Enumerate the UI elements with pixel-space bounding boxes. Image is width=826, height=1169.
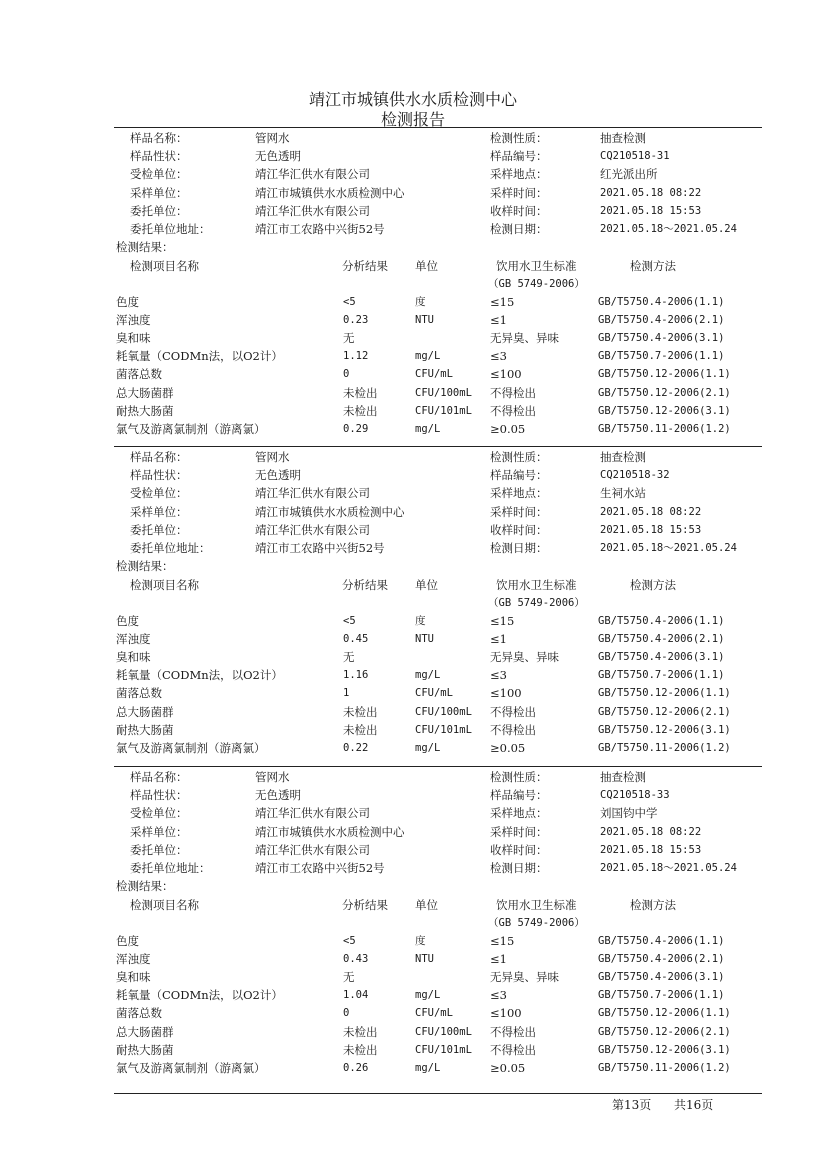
item-name: 总大肠菌群 — [116, 385, 174, 400]
receive-time-label: 收样时间： — [490, 522, 548, 537]
item-unit: mg/L — [415, 350, 441, 363]
item-result: <5 — [343, 296, 356, 308]
item-limit: 不得检出 — [490, 1042, 536, 1057]
item-result: 1.04 — [343, 989, 369, 1002]
client-unit-label: 委托单位： — [130, 842, 188, 857]
test-nature-label: 检测性质： — [490, 770, 548, 784]
item-name: 浑浊度 — [116, 313, 151, 328]
client-address-label: 委托单位地址： — [130, 861, 211, 875]
item-limit: ≥0.05 — [490, 421, 526, 436]
item-method: GB/T5750.11-2006(1.2) — [598, 741, 731, 754]
column-header-standard: 饮用水卫生标准 — [496, 259, 577, 273]
item-result: 0.26 — [343, 1061, 369, 1074]
item-unit: mg/L — [415, 1061, 441, 1074]
item-method: GB/T5750.4-2006(3.1) — [598, 971, 725, 984]
item-result: 1 — [343, 687, 350, 700]
item-unit: 度 — [415, 615, 426, 627]
results-label: 检测结果： — [116, 879, 174, 893]
item-limit: ≤1 — [490, 952, 507, 967]
item-unit: CFU/101mL — [415, 723, 472, 736]
item-unit: NTU — [415, 314, 434, 327]
item-limit: ≤100 — [490, 367, 522, 382]
item-method: GB/T5750.4-2006(1.1) — [598, 935, 725, 947]
test-date-value: 2021.05.18～2021.05.24 — [600, 542, 737, 554]
test-nature-value: 抽查检测 — [600, 131, 646, 145]
sampling-unit-label: 采样单位： — [130, 824, 188, 839]
item-result: 未检出 — [343, 1024, 378, 1039]
client-unit-label: 委托单位： — [130, 203, 188, 218]
sampling-time-value: 2021.05.18 08:22 — [600, 505, 702, 518]
item-method: GB/T5750.11-2006(1.2) — [598, 422, 731, 435]
item-result: 未检出 — [343, 385, 378, 400]
column-header-standard-code: （GB 5749-2006） — [488, 597, 585, 609]
sample-number-label: 样品编号： — [490, 788, 548, 803]
sampling-time-label: 采样时间： — [490, 504, 548, 519]
item-method: GB/T5750.7-2006(1.1) — [598, 350, 725, 363]
section-rule — [114, 446, 762, 447]
item-name: 色度 — [116, 614, 139, 628]
item-result: 未检出 — [343, 704, 378, 719]
item-unit: CFU/100mL — [415, 705, 472, 718]
item-result: 0.45 — [343, 633, 369, 646]
item-name: 臭和味 — [116, 970, 151, 985]
column-header-method: 检测方法 — [630, 898, 676, 912]
item-name: 耐热大肠菌 — [116, 722, 174, 737]
sampling-location-value: 红光派出所 — [600, 167, 658, 182]
item-unit: mg/L — [415, 741, 441, 754]
item-name: 臭和味 — [116, 650, 151, 665]
item-limit: ≤3 — [490, 349, 507, 364]
client-unit-value: 靖江华汇供水有限公司 — [255, 203, 370, 218]
sample-number-label: 样品编号： — [490, 468, 548, 483]
item-name: 浑浊度 — [116, 952, 151, 967]
item-name: 浑浊度 — [116, 632, 151, 647]
item-unit: 度 — [415, 296, 426, 308]
sampling-unit-label: 采样单位： — [130, 185, 188, 200]
item-name: 氯气及游离氯制剂（游离氯） — [116, 421, 266, 436]
item-name: 菌落总数 — [116, 367, 162, 382]
test-nature-value: 抽查检测 — [600, 770, 646, 784]
test-date-value: 2021.05.18～2021.05.24 — [600, 862, 737, 874]
item-unit: mg/L — [415, 669, 441, 682]
item-method: GB/T5750.12-2006(3.1) — [598, 404, 731, 417]
client-unit-value: 靖江华汇供水有限公司 — [255, 842, 370, 857]
item-unit: mg/L — [415, 989, 441, 1002]
column-header-standard-code: （GB 5749-2006） — [488, 278, 585, 290]
item-result: 未检出 — [343, 403, 378, 418]
item-unit: CFU/100mL — [415, 1025, 472, 1038]
item-limit: ≤3 — [490, 988, 507, 1003]
sample-state-value: 无色透明 — [255, 788, 301, 803]
sampling-location-label: 采样地点： — [490, 806, 548, 821]
item-method: GB/T5750.4-2006(3.1) — [598, 332, 725, 345]
org-title: 靖江市城镇供水水质检测中心 — [308, 90, 517, 109]
results-label: 检测结果： — [116, 240, 174, 254]
column-header-result: 分析结果 — [342, 259, 388, 273]
sampling-unit-label: 采样单位： — [130, 504, 188, 519]
test-date-label: 检测日期： — [490, 541, 548, 555]
item-result: 无 — [343, 331, 355, 346]
item-limit: 不得检出 — [490, 403, 536, 418]
item-name: 总大肠菌群 — [116, 1024, 174, 1039]
sample-number-value: CQ210518-31 — [600, 150, 670, 163]
client-address-label: 委托单位地址： — [130, 541, 211, 555]
column-header-standard-code: （GB 5749-2006） — [488, 917, 585, 929]
item-method: GB/T5750.12-2006(1.1) — [598, 368, 731, 381]
inspected-unit-value: 靖江华汇供水有限公司 — [255, 806, 370, 821]
item-result: 无 — [343, 650, 355, 665]
test-nature-value: 抽查检测 — [600, 450, 646, 464]
receive-time-value: 2021.05.18 15:53 — [600, 843, 702, 856]
sample-name-value: 管网水 — [255, 131, 290, 145]
item-method: GB/T5750.11-2006(1.2) — [598, 1061, 731, 1074]
receive-time-value: 2021.05.18 15:53 — [600, 523, 702, 536]
column-header-item: 检测项目名称 — [130, 898, 199, 912]
item-limit: ≤1 — [490, 313, 507, 328]
inspected-unit-value: 靖江华汇供水有限公司 — [255, 167, 370, 182]
item-unit: CFU/mL — [415, 368, 453, 381]
test-date-label: 检测日期： — [490, 861, 548, 875]
item-name: 总大肠菌群 — [116, 704, 174, 719]
item-name: 氯气及游离氯制剂（游离氯） — [116, 1060, 266, 1075]
item-method: GB/T5750.12-2006(2.1) — [598, 705, 731, 718]
sampling-time-label: 采样时间： — [490, 824, 548, 839]
item-unit: CFU/mL — [415, 687, 453, 700]
item-limit: ≥0.05 — [490, 740, 526, 755]
item-unit: NTU — [415, 633, 434, 646]
receive-time-label: 收样时间： — [490, 842, 548, 857]
section-rule — [114, 766, 762, 767]
client-unit-label: 委托单位： — [130, 522, 188, 537]
item-method: GB/T5750.4-2006(2.1) — [598, 953, 725, 966]
item-name: 臭和味 — [116, 331, 151, 346]
sample-name-label: 样品名称： — [130, 131, 188, 145]
column-header-item: 检测项目名称 — [130, 259, 199, 273]
sample-name-value: 管网水 — [255, 770, 290, 784]
item-limit: ≥0.05 — [490, 1060, 526, 1075]
item-limit: 不得检出 — [490, 1024, 536, 1039]
item-unit: CFU/100mL — [415, 386, 472, 399]
item-limit: ≤3 — [490, 668, 507, 683]
item-result: 0.23 — [343, 314, 369, 327]
inspected-unit-label: 受检单位： — [130, 486, 188, 501]
item-limit: ≤15 — [490, 295, 515, 309]
item-name: 氯气及游离氯制剂（游离氯） — [116, 740, 266, 755]
sampling-time-value: 2021.05.18 08:22 — [600, 825, 702, 838]
item-method: GB/T5750.7-2006(1.1) — [598, 989, 725, 1002]
item-unit: mg/L — [415, 422, 441, 435]
item-limit: ≤100 — [490, 1006, 522, 1021]
sampling-time-label: 采样时间： — [490, 185, 548, 200]
client-address-value: 靖江市工农路中兴街52号 — [255, 222, 385, 236]
item-limit: ≤1 — [490, 632, 507, 647]
client-address-label: 委托单位地址： — [130, 222, 211, 236]
column-header-method: 检测方法 — [630, 578, 676, 592]
column-header-result: 分析结果 — [342, 578, 388, 592]
sampling-unit-value: 靖江市城镇供水水质检测中心 — [255, 824, 405, 839]
item-limit: 无异臭、异味 — [490, 970, 559, 985]
item-unit: CFU/mL — [415, 1007, 453, 1020]
bottom-rule — [114, 1093, 762, 1094]
item-method: GB/T5750.4-2006(2.1) — [598, 314, 725, 327]
item-method: GB/T5750.4-2006(1.1) — [598, 296, 725, 308]
column-header-standard: 饮用水卫生标准 — [496, 578, 577, 592]
item-result: 0 — [343, 368, 350, 381]
item-method: GB/T5750.7-2006(1.1) — [598, 669, 725, 682]
item-limit: 不得检出 — [490, 704, 536, 719]
item-result: 无 — [343, 970, 355, 985]
column-header-standard: 饮用水卫生标准 — [496, 898, 577, 912]
inspected-unit-value: 靖江华汇供水有限公司 — [255, 486, 370, 501]
receive-time-label: 收样时间： — [490, 203, 548, 218]
item-method: GB/T5750.4-2006(2.1) — [598, 633, 725, 646]
item-result: 未检出 — [343, 722, 378, 737]
item-limit: ≤15 — [490, 934, 515, 948]
item-name: 色度 — [116, 295, 139, 309]
item-method: GB/T5750.4-2006(3.1) — [598, 651, 725, 664]
item-method: GB/T5750.12-2006(1.1) — [598, 687, 731, 700]
item-name: 菌落总数 — [116, 1006, 162, 1021]
sampling-location-label: 采样地点： — [490, 167, 548, 182]
test-nature-label: 检测性质： — [490, 131, 548, 145]
test-date-label: 检测日期： — [490, 222, 548, 236]
item-limit: ≤100 — [490, 686, 522, 701]
sampling-location-label: 采样地点： — [490, 486, 548, 501]
item-limit: 不得检出 — [490, 722, 536, 737]
item-unit: 度 — [415, 935, 426, 947]
item-result: 1.16 — [343, 669, 369, 682]
column-header-method: 检测方法 — [630, 259, 676, 273]
sample-state-value: 无色透明 — [255, 149, 301, 164]
item-result: 0.43 — [343, 953, 369, 966]
client-address-value: 靖江市工农路中兴街52号 — [255, 541, 385, 555]
item-unit: CFU/101mL — [415, 404, 472, 417]
client-unit-value: 靖江华汇供水有限公司 — [255, 522, 370, 537]
sample-number-value: CQ210518-32 — [600, 469, 670, 482]
client-address-value: 靖江市工农路中兴街52号 — [255, 861, 385, 875]
item-method: GB/T5750.12-2006(3.1) — [598, 723, 731, 736]
page-total: 共16页 — [674, 1098, 714, 1112]
receive-time-value: 2021.05.18 15:53 — [600, 204, 702, 217]
section-rule — [114, 127, 762, 128]
report-title: 检测报告 — [380, 110, 445, 129]
item-result: <5 — [343, 615, 356, 627]
item-name: 耐热大肠菌 — [116, 1042, 174, 1057]
item-name: 耐热大肠菌 — [116, 403, 174, 418]
item-unit: NTU — [415, 953, 434, 966]
item-method: GB/T5750.4-2006(1.1) — [598, 615, 725, 627]
sample-name-label: 样品名称： — [130, 770, 188, 784]
item-name: 耗氧量（CODMn法，以O2计） — [116, 349, 283, 364]
item-result: 0.22 — [343, 741, 369, 754]
item-limit: 无异臭、异味 — [490, 650, 559, 665]
sample-name-label: 样品名称： — [130, 450, 188, 464]
item-result: 0.29 — [343, 422, 369, 435]
item-method: GB/T5750.12-2006(1.1) — [598, 1007, 731, 1020]
column-header-item: 检测项目名称 — [130, 578, 199, 592]
sample-number-value: CQ210518-33 — [600, 789, 670, 802]
sample-name-value: 管网水 — [255, 450, 290, 464]
item-unit: CFU/101mL — [415, 1043, 472, 1056]
sample-state-label: 样品性状： — [130, 149, 188, 164]
item-limit: ≤15 — [490, 614, 515, 628]
test-date-value: 2021.05.18～2021.05.24 — [600, 223, 737, 235]
item-method: GB/T5750.12-2006(2.1) — [598, 1025, 731, 1038]
sampling-unit-value: 靖江市城镇供水水质检测中心 — [255, 504, 405, 519]
column-header-result: 分析结果 — [342, 898, 388, 912]
inspected-unit-label: 受检单位： — [130, 806, 188, 821]
sampling-time-value: 2021.05.18 08:22 — [600, 186, 702, 199]
item-limit: 不得检出 — [490, 385, 536, 400]
column-header-unit: 单位 — [415, 259, 438, 273]
item-limit: 无异臭、异味 — [490, 331, 559, 346]
column-header-unit: 单位 — [415, 898, 438, 912]
item-result: 0 — [343, 1007, 350, 1020]
sampling-location-value: 刘国钧中学 — [600, 806, 658, 821]
inspected-unit-label: 受检单位： — [130, 167, 188, 182]
sample-state-label: 样品性状： — [130, 788, 188, 803]
page-number: 第13页 — [612, 1098, 652, 1112]
test-nature-label: 检测性质： — [490, 450, 548, 464]
sample-state-label: 样品性状： — [130, 468, 188, 483]
sample-state-value: 无色透明 — [255, 468, 301, 483]
item-method: GB/T5750.12-2006(2.1) — [598, 386, 731, 399]
column-header-unit: 单位 — [415, 578, 438, 592]
item-name: 耗氧量（CODMn法，以O2计） — [116, 668, 283, 683]
item-result: 1.12 — [343, 350, 369, 363]
item-name: 耗氧量（CODMn法，以O2计） — [116, 988, 283, 1003]
item-name: 菌落总数 — [116, 686, 162, 701]
sample-number-label: 样品编号： — [490, 149, 548, 164]
item-name: 色度 — [116, 934, 139, 948]
sampling-unit-value: 靖江市城镇供水水质检测中心 — [255, 185, 405, 200]
sampling-location-value: 生祠水站 — [600, 486, 646, 501]
item-method: GB/T5750.12-2006(3.1) — [598, 1043, 731, 1056]
results-label: 检测结果： — [116, 559, 174, 573]
item-result: <5 — [343, 935, 356, 947]
item-result: 未检出 — [343, 1042, 378, 1057]
